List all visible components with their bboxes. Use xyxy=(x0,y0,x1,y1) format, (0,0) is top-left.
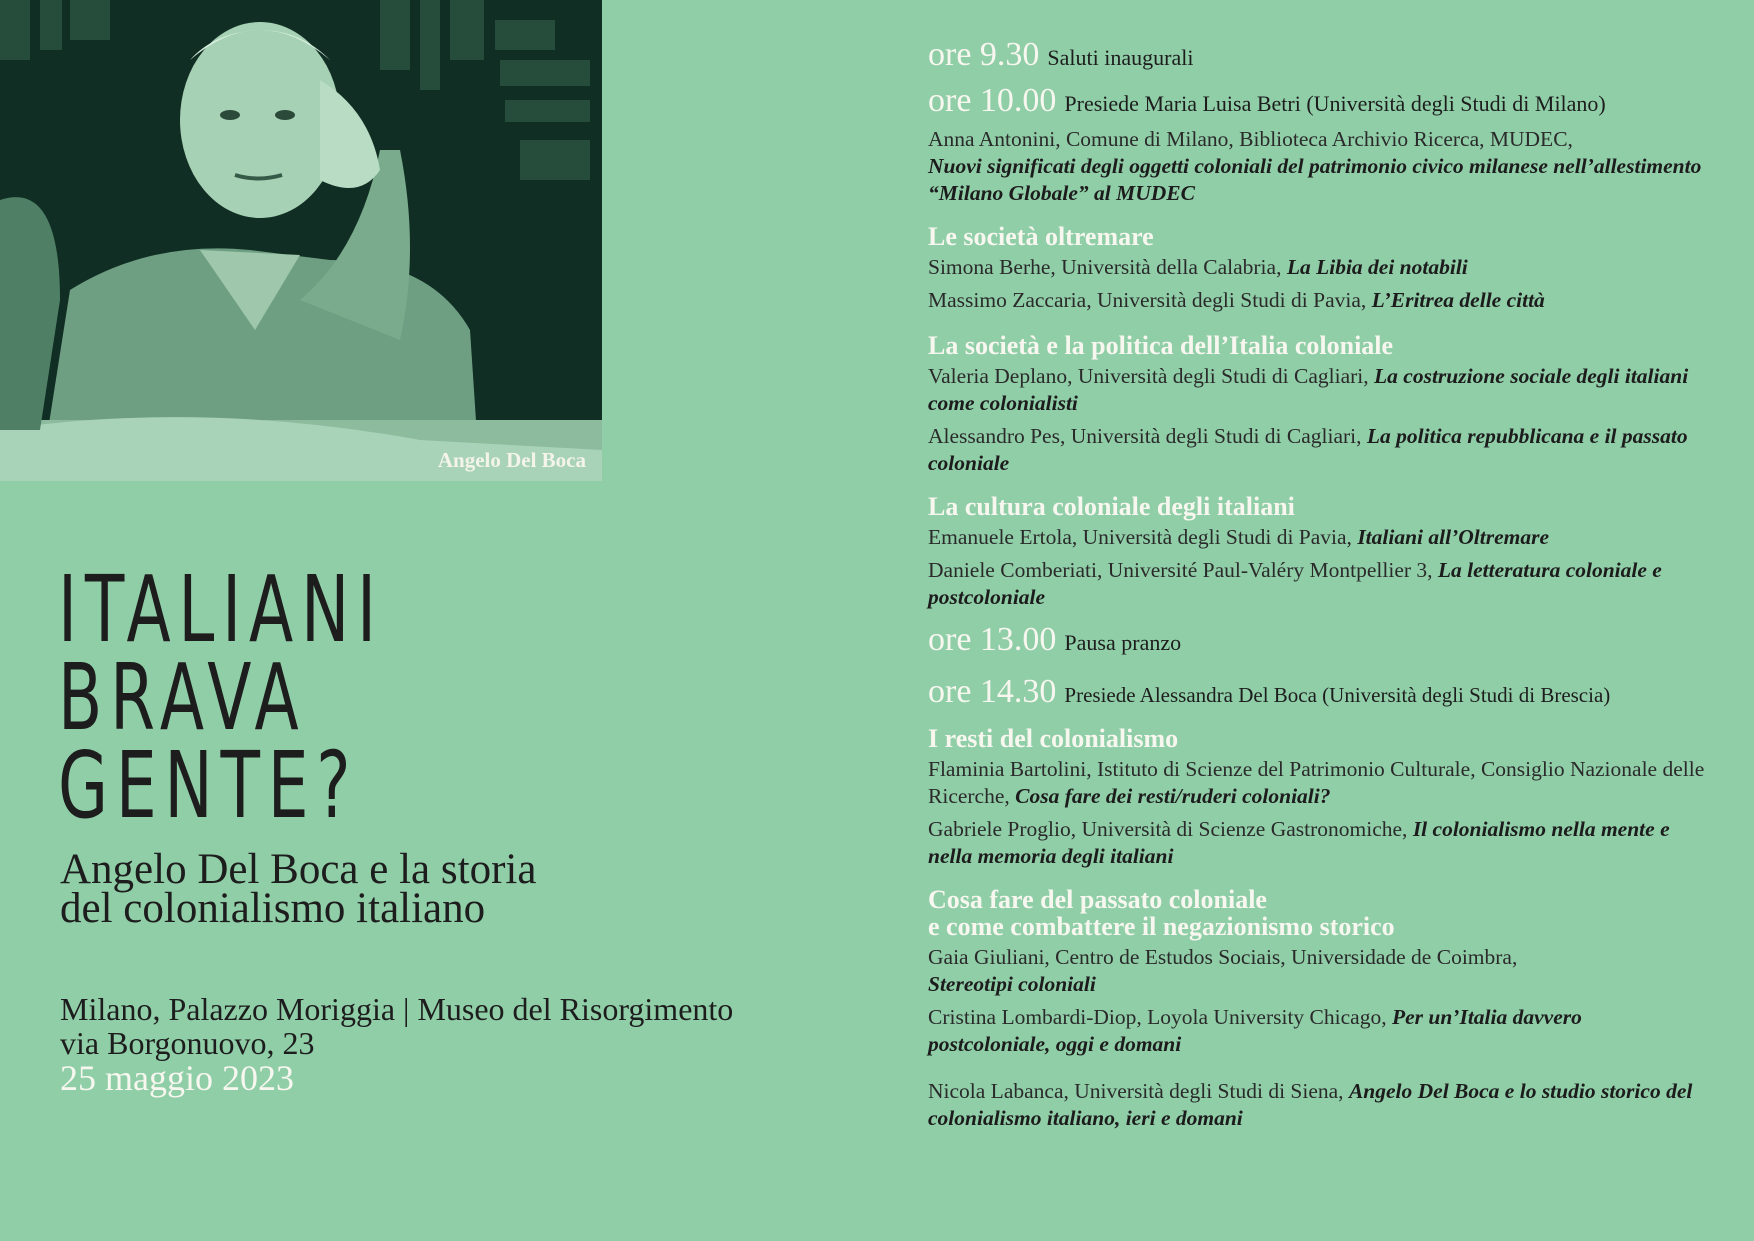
event-date: 25 maggio 2023 xyxy=(60,1058,294,1098)
talk-title: L’Eritrea delle città xyxy=(1371,288,1545,312)
time-slot xyxy=(928,621,1708,659)
talk-title: Per un’Italia davvero postcoloniale, oggi e domani xyxy=(928,1005,1582,1056)
session-title-line: e come combattere il negazionismo storico xyxy=(928,912,1395,941)
time-label: ore 10.00 xyxy=(928,82,1057,119)
time-slot xyxy=(928,36,1708,74)
talk-speaker: Massimo Zaccaria, Università degli Studi di Pavia, xyxy=(928,288,1367,312)
talk-speaker: Flaminia Bartolini, Istituto di Scienze del Patrimonio Culturale, Consiglio Nazionale delle Ricerche, xyxy=(928,757,1705,808)
time-slot xyxy=(928,673,1708,711)
talk xyxy=(928,1078,1708,1132)
talk-title: Angelo Del Boca e lo studio storico del colonialismo italiano, ieri e domani xyxy=(928,1079,1693,1130)
time-note: Presiede Maria Luisa Betri (Università degli Studi di Milano) xyxy=(1064,91,1606,116)
time-label: ore 13.00 xyxy=(928,621,1057,658)
subtitle-line: Angelo Del Boca e la storia xyxy=(60,846,537,893)
title-line: GENTE? xyxy=(58,732,359,839)
subtitle-line: del colonialismo italiano xyxy=(60,885,486,932)
talk-title: La Libia dei notabili xyxy=(1286,255,1468,279)
talk xyxy=(928,126,1708,207)
talk-speaker: Alessandro Pes, Università degli Studi di Cagliari, xyxy=(928,424,1362,448)
program xyxy=(928,36,1708,1132)
talk-title: Cosa fare dei resti/ruderi coloniali? xyxy=(1015,784,1331,808)
session-title-line: Cosa fare del passato coloniale xyxy=(928,885,1267,914)
time-label: ore 14.30 xyxy=(928,673,1057,710)
talk xyxy=(928,423,1708,477)
session-title: La cultura coloniale degli italiani xyxy=(928,492,1295,521)
talk-title: La politica repubblicana e il passato coloniale xyxy=(928,424,1688,475)
talk xyxy=(928,944,1708,998)
talk-title: La letteratura coloniale e postcoloniale xyxy=(928,558,1662,609)
title-line: BRAVA xyxy=(58,644,307,751)
talk-title: Nuovi significati degli oggetti coloniali del patrimonio civico milanese nell’allestimento “Milano Globale” al MUDEC xyxy=(928,154,1702,205)
talk-speaker: Gabriele Proglio, Università di Scienze Gastronomiche, xyxy=(928,817,1408,841)
talk-speaker: Daniele Comberiati, Université Paul-Valéry Montpellier 3, xyxy=(928,558,1433,582)
venue-line: Milano, Palazzo Moriggia | Museo del Risorgimento xyxy=(60,991,734,1027)
talk-speaker: Gaia Giuliani, Centro de Estudos Sociais, Universidade de Coimbra, xyxy=(928,945,1518,969)
talk xyxy=(928,524,1708,551)
session-title: La società e la politica dell’Italia coloniale xyxy=(928,331,1394,360)
time-note: Saluti inaugurali xyxy=(1047,45,1194,70)
event-subtitle xyxy=(60,846,537,932)
talk-title: La costruzione sociale degli italiani come colonialisti xyxy=(928,364,1689,415)
session-title: Le società oltremare xyxy=(928,222,1154,251)
event-title xyxy=(58,556,384,839)
talk-speaker: Emanuele Ertola, Università degli Studi di Pavia, xyxy=(928,525,1352,549)
portrait-photo xyxy=(0,0,602,481)
event-venue xyxy=(60,992,733,1096)
talk xyxy=(928,287,1708,314)
talk-title: Italiani all’Oltremare xyxy=(1357,525,1550,549)
talk-speaker: Simona Berhe, Università della Calabria, xyxy=(928,255,1282,279)
time-note: Pausa pranzo xyxy=(1064,630,1182,655)
session-title: I resti del colonialismo xyxy=(928,724,1179,753)
talk xyxy=(928,254,1708,281)
talk-title: Stereotipi coloniali xyxy=(928,972,1096,996)
photo-caption: Angelo Del Boca xyxy=(437,448,586,472)
talk-speaker: Cristina Lombardi-Diop, Loyola University Chicago, xyxy=(928,1005,1387,1029)
title-line: ITALIANI xyxy=(58,556,384,663)
talk-speaker: Anna Antonini, Comune di Milano, Biblioteca Archivio Ricerca, MUDEC, xyxy=(928,127,1573,151)
time-label: ore 9.30 xyxy=(928,36,1040,73)
session-title xyxy=(928,886,1708,940)
venue-address: via Borgonuovo, 23 xyxy=(60,1025,315,1061)
talk xyxy=(928,557,1708,611)
talk-speaker: Nicola Labanca, Università degli Studi di Siena, xyxy=(928,1079,1344,1103)
talk xyxy=(928,816,1708,870)
time-slot xyxy=(928,82,1708,120)
time-note: Presiede Alessandra Del Boca (Università degli Studi di Brescia) xyxy=(1064,683,1611,707)
talk-speaker: Valeria Deplano, Università degli Studi di Cagliari, xyxy=(928,364,1369,388)
talk xyxy=(928,363,1708,417)
talk xyxy=(928,756,1708,810)
talk xyxy=(928,1004,1708,1058)
talk-title: Il colonialismo nella mente e nella memoria degli italiani xyxy=(928,817,1670,868)
portrait-illustration xyxy=(0,0,602,481)
